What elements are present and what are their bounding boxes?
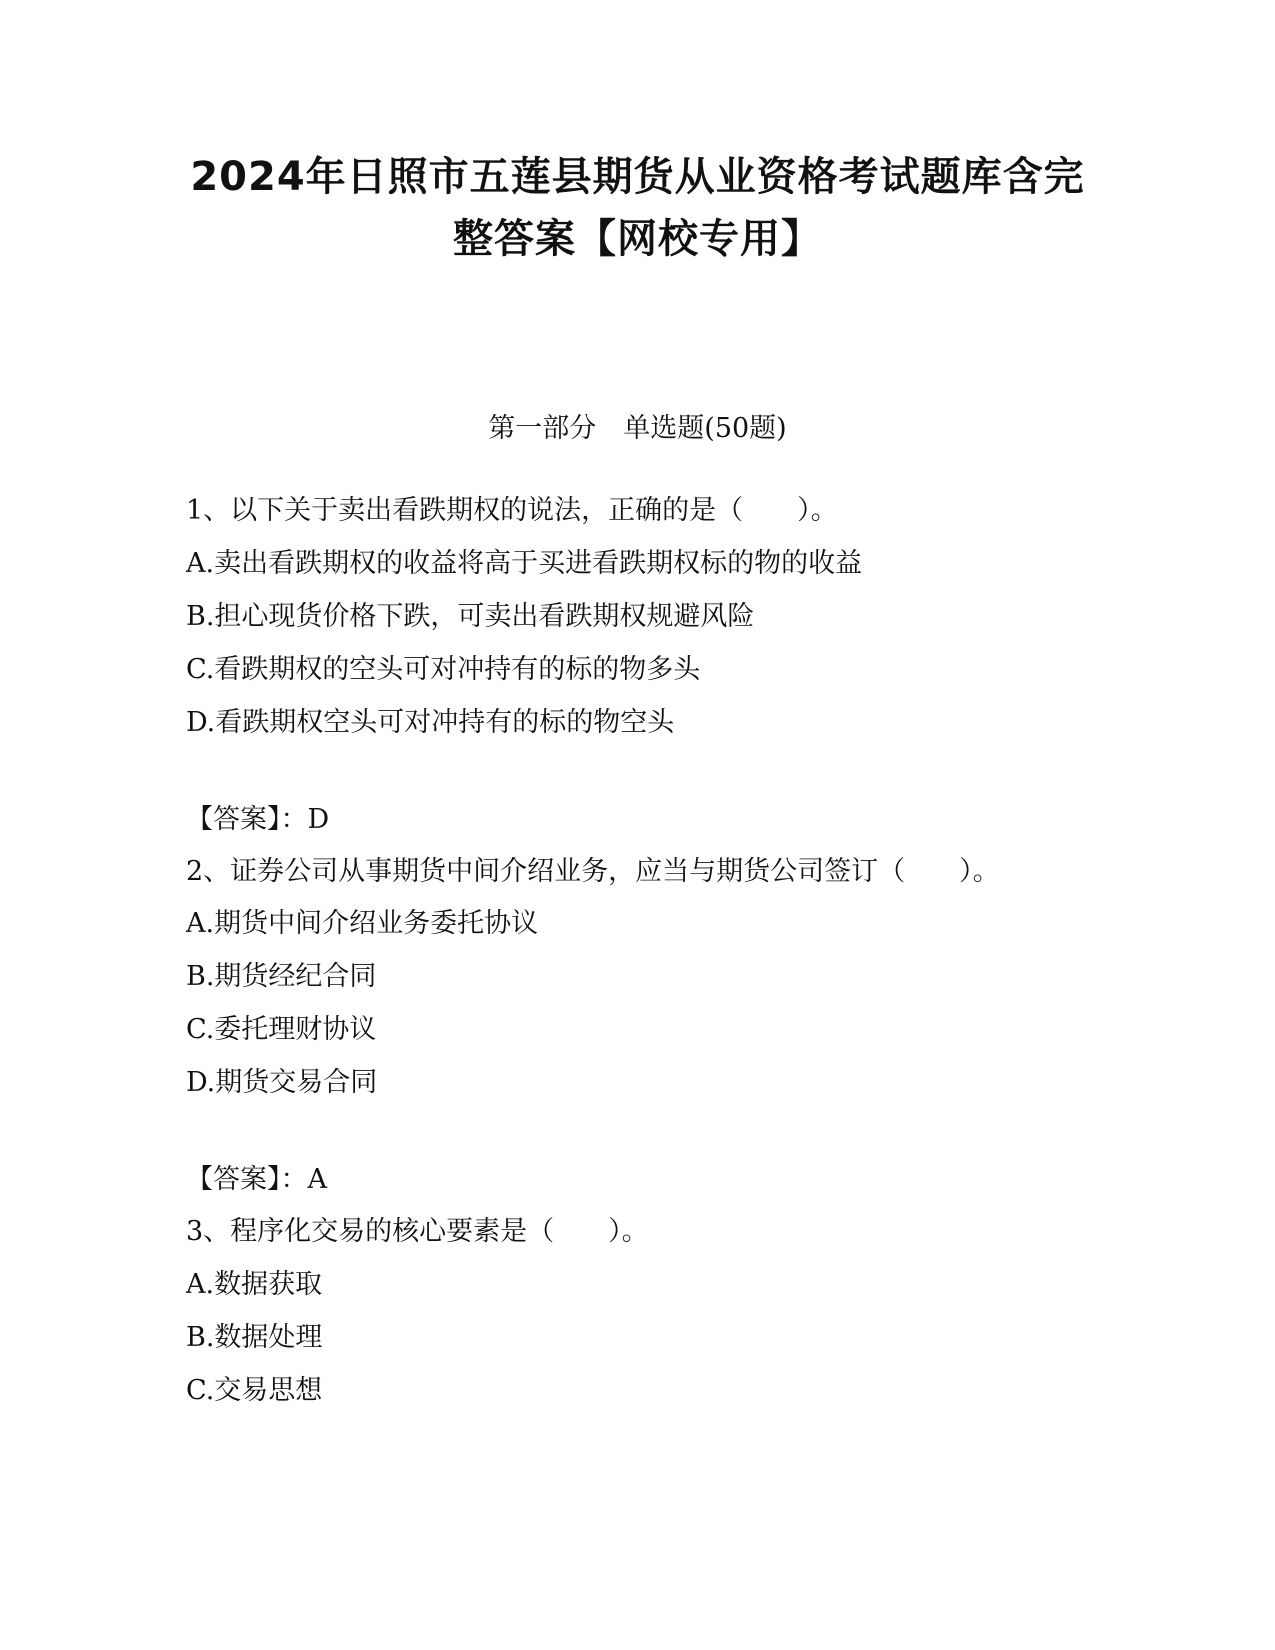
question-1-option-c: C.看跌期权的空头可对冲持有的标的物多头 [186, 654, 701, 685]
question-1-stem: 1、以下关于卖出看跌期权的说法，正确的是（ ）。 [186, 495, 838, 526]
question-1-option-d: D.看跌期权空头可对冲持有的标的物空头 [186, 707, 675, 738]
document-title-line-1: 2024年日照市五莲县期货从业资格考试题库含完 [190, 154, 1085, 200]
question-2-option-c: C.委托理财协议 [186, 1014, 377, 1045]
question-2-option-a: A.期货中间介绍业务委托协议 [186, 908, 539, 939]
question-3-option-c: C.交易思想 [186, 1375, 323, 1406]
question-2-stem: 2、证券公司从事期货中间介绍业务，应当与期货公司签订（ ）。 [186, 856, 1000, 887]
question-3-option-b: B.数据处理 [186, 1322, 323, 1353]
document-title-line-2: 整答案【网校专用】 [453, 216, 822, 262]
question-2-answer: 【答案】：A [186, 1164, 327, 1195]
question-2-option-b: B.期货经纪合同 [186, 961, 377, 992]
question-1-option-b: B.担心现货价格下跌，可卖出看跌期权规避风险 [186, 601, 755, 632]
question-3-option-a: A.数据获取 [186, 1269, 323, 1300]
question-1-answer: 【答案】：D [186, 804, 330, 835]
section-heading: 第一部分 单选题(50题) [488, 413, 787, 444]
question-2-option-d: D.期货交易合同 [186, 1067, 378, 1098]
question-3-stem: 3、程序化交易的核心要素是（ ）。 [186, 1216, 649, 1247]
question-1-option-a: A.卖出看跌期权的收益将高于买进看跌期权标的物的收益 [186, 548, 863, 579]
